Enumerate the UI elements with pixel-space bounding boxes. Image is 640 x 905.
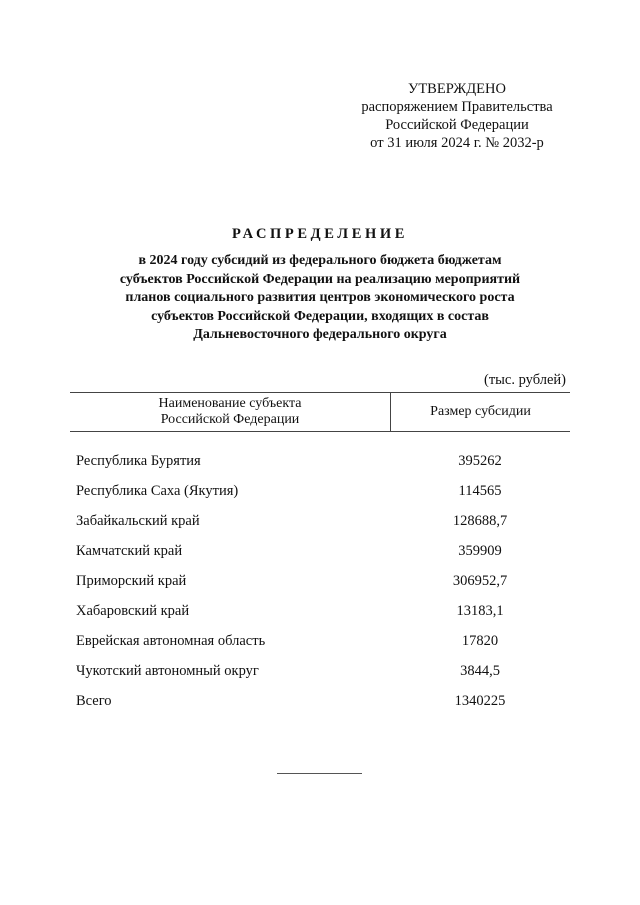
approval-line-1: распоряжением Правительства — [361, 99, 553, 115]
row-name: Хабаровский край — [76, 602, 190, 619]
approval-line-3: от 31 июля 2024 г. № 2032-р — [370, 135, 544, 151]
row-name: Республика Саха (Якутия) — [76, 482, 239, 499]
row-value: 114565 — [458, 482, 502, 499]
row-name: Республика Бурятия — [76, 452, 201, 469]
row-value: 306952,7 — [452, 572, 508, 589]
closing-divider — [277, 773, 362, 774]
table-row — [70, 506, 570, 536]
row-value: 128688,7 — [452, 512, 508, 529]
table-body — [70, 446, 570, 716]
row-name: Забайкальский край — [76, 512, 200, 529]
row-value: 1340225 — [454, 692, 506, 709]
approval-line-2: Российской Федерации — [385, 117, 529, 133]
row-value: 13183,1 — [456, 602, 504, 619]
table-row — [70, 446, 570, 476]
approval-title: УТВЕРЖДЕНО — [408, 81, 506, 97]
subsidy-table — [70, 392, 570, 716]
row-value: 395262 — [458, 452, 502, 469]
subheading-line: планов социального развития центров экономического роста — [125, 290, 515, 305]
column-header-name — [70, 393, 391, 431]
row-name: Чукотский автономный округ — [76, 662, 259, 679]
table-row — [70, 656, 570, 686]
table-header — [70, 392, 570, 432]
document-heading: РАСПРЕДЕЛЕНИЕ — [232, 226, 408, 242]
subheading-line: в 2024 году субсидий из федерального бюджета бюджетам — [138, 253, 502, 268]
column-header-size: Размер субсидии — [430, 404, 531, 419]
row-name: Всего — [76, 692, 112, 709]
table-row — [70, 536, 570, 566]
table-row — [70, 596, 570, 626]
row-name: Еврейская автономная область — [76, 632, 266, 649]
table-row — [70, 476, 570, 506]
approval-block — [330, 80, 584, 152]
row-name: Камчатский край — [76, 542, 183, 559]
row-value: 17820 — [461, 632, 499, 649]
subheading-line: субъектов Российской Федерации, входящих в состав — [151, 308, 489, 324]
units-label: (тыс. рублей) — [484, 372, 566, 388]
subheading-line: Дальневосточного федерального округа — [193, 327, 447, 342]
table-row — [70, 626, 570, 656]
column-header-name-line-1: Наименование субъекта — [158, 396, 302, 411]
row-value: 359909 — [458, 542, 502, 559]
column-header-name-line-2: Российской Федерации — [160, 412, 300, 427]
row-name: Приморский край — [76, 572, 187, 589]
subheading-line: субъектов Российской Федерации на реализацию мероприятий — [119, 271, 521, 287]
row-value: 3844,5 — [460, 662, 500, 679]
table-row-total — [70, 686, 570, 716]
table-row — [70, 566, 570, 596]
document-subheading — [60, 252, 580, 345]
